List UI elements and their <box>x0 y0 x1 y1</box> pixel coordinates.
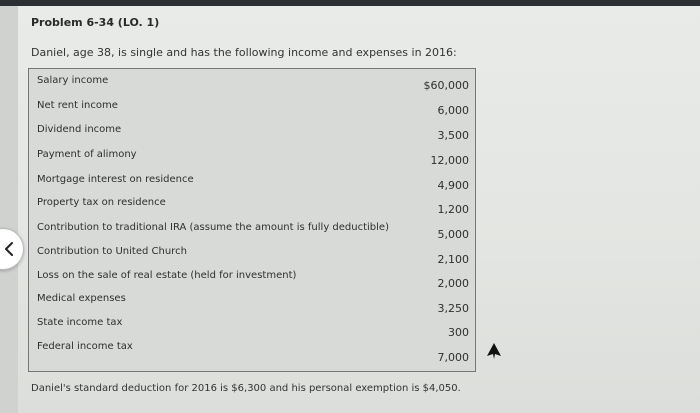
item-value-rent: 6,000 <box>437 104 469 117</box>
problem-title: Problem 6-34 (LO. 1) <box>31 16 160 29</box>
item-label-ira: Contribution to traditional IRA (assume the amount is fully deductible) <box>37 222 389 233</box>
item-value-property-tax: 1,200 <box>437 203 469 216</box>
item-label-loss: Loss on the sale of real estate (held for investment) <box>37 270 297 281</box>
mouse-pointer-icon <box>487 343 501 363</box>
item-label-dividend: Dividend income <box>37 124 122 135</box>
item-label-alimony: Payment of alimony <box>37 149 137 160</box>
footer-note: Daniel's standard deduction for 2016 is $6,300 and his personal exemption is $4,050. <box>31 383 461 394</box>
item-label-church: Contribution to United Church <box>37 246 187 257</box>
top-bar <box>0 0 700 6</box>
item-value-state-tax: 300 <box>448 326 469 339</box>
item-value-alimony: 12,000 <box>430 154 469 167</box>
item-label-property-tax: Property tax on residence <box>37 197 166 208</box>
item-value-salary: $60,000 <box>423 79 469 92</box>
item-label-federal-tax: Federal income tax <box>37 341 133 352</box>
left-strip <box>0 6 18 413</box>
item-value-medical: 3,250 <box>437 302 469 315</box>
item-value-loss: 2,000 <box>437 277 469 290</box>
item-label-mortgage: Mortgage interest on residence <box>37 174 194 185</box>
item-label-salary: Salary income <box>37 75 109 86</box>
item-value-federal-tax: 7,000 <box>437 351 469 364</box>
item-value-mortgage: 4,900 <box>437 179 469 192</box>
item-value-church: 2,100 <box>437 253 469 266</box>
item-value-ira: 5,000 <box>437 228 469 241</box>
item-label-state-tax: State income tax <box>37 317 123 328</box>
item-value-dividend: 3,500 <box>437 129 469 142</box>
chevron-left-icon <box>3 241 15 257</box>
item-label-medical: Medical expenses <box>37 293 126 304</box>
item-label-rent: Net rent income <box>37 100 118 111</box>
income-expense-table <box>28 68 476 372</box>
problem-intro: Daniel, age 38, is single and has the following income and expenses in 2016: <box>31 46 457 59</box>
